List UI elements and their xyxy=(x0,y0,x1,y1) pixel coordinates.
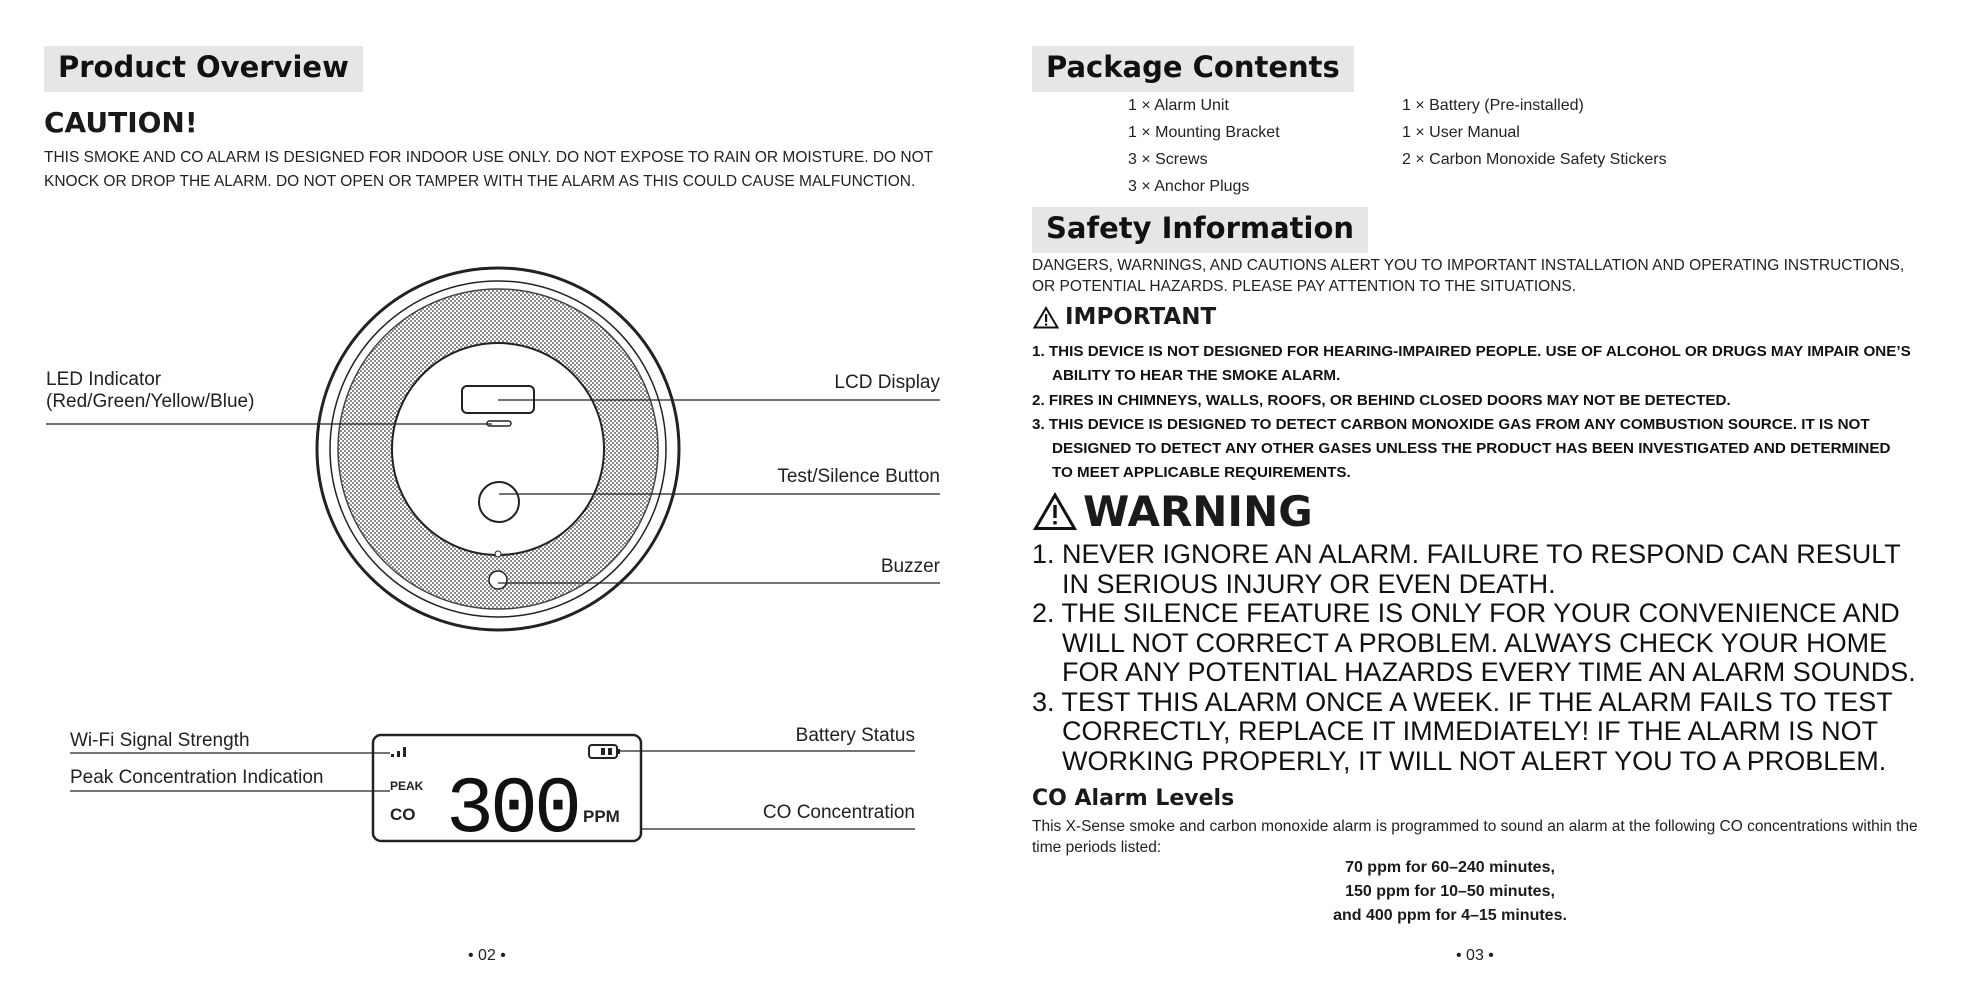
co-alarm-levels-list xyxy=(1260,856,1640,928)
lcd-reading: 300 xyxy=(446,765,579,850)
callout-co-concentration: CO Concentration xyxy=(762,802,915,823)
test-silence-button-shape xyxy=(479,482,519,522)
important-item: 2. FIRES IN CHIMNEYS, WALLS, ROOFS, OR BEHIND CLOSED DOORS MAY NOT BE DETECTED. xyxy=(1032,391,1731,409)
warning-item: 3. TEST THIS ALARM ONCE A WEEK. IF THE ALARM FAILS TO TEST CORRECTLY, REPLACE IT IMMEDIATELY! IF THE ALARM IS NOT WORKING PROPERLY, IT WILL NOT ALERT YOU TO A PROBLEM. xyxy=(1032,686,1893,776)
package-item: 1 × User Manual xyxy=(1402,124,1520,141)
callout-led-indicator xyxy=(46,369,254,413)
safety-intro: DANGERS, WARNINGS, AND CAUTIONS ALERT YOU TO IMPORTANT INSTALLATION AND OPERATING INSTRUCTIONS, OR POTENTIAL HAZARDS. PLEASE PAY ATTENTION TO THE SITUATIONS. xyxy=(1032,257,1905,295)
safety-information-heading: Safety Information xyxy=(1032,207,1368,253)
wifi-icon xyxy=(391,754,394,757)
alarm-face xyxy=(392,343,604,555)
warning-title: WARNING xyxy=(1083,487,1313,536)
package-list-col2 xyxy=(1402,92,1667,173)
co-level-item: 70 ppm for 60–240 minutes, xyxy=(1345,859,1555,876)
buzzer-hole xyxy=(489,571,507,589)
package-item: 1 × Alarm Unit xyxy=(1128,97,1229,114)
warning-triangle-icon xyxy=(1033,492,1077,531)
important-title: IMPORTANT xyxy=(1065,304,1217,330)
warning-item: 1. NEVER IGNORE AN ALARM. FAILURE TO RESPOND CAN RESULT IN SERIOUS INJURY OR EVEN DEATH. xyxy=(1032,539,1901,599)
co-level-item: 150 ppm for 10–50 minutes, xyxy=(1345,883,1555,900)
package-item: 3 × Anchor Plugs xyxy=(1128,178,1250,195)
lcd-co-label: CO xyxy=(390,805,416,824)
co-level-item: and 400 ppm for 4–15 minutes. xyxy=(1333,907,1567,924)
page-number-left: • 02 • xyxy=(468,947,506,964)
callout-led-line2: (Red/Green/Yellow/Blue) xyxy=(46,391,255,412)
lcd-unit: PPM xyxy=(583,807,620,826)
package-contents-heading: Package Contents xyxy=(1032,46,1354,92)
warning-triangle-icon xyxy=(1033,306,1059,329)
package-list-col1 xyxy=(1128,92,1280,200)
callout-buzzer: Buzzer xyxy=(880,556,940,577)
package-item: 3 × Screws xyxy=(1128,151,1208,168)
callout-led-line1: LED Indicator xyxy=(46,369,162,390)
product-overview-heading: Product Overview xyxy=(44,46,363,92)
alarm-diagram xyxy=(0,250,980,640)
caution-title: CAUTION! xyxy=(44,106,198,139)
callout-test-silence-button: Test/Silence Button xyxy=(777,466,940,487)
important-title-row xyxy=(1033,304,1216,330)
important-item: 3. THIS DEVICE IS DESIGNED TO DETECT CARBON MONOXIDE GAS FROM ANY COMBUSTION SOURCE. IT IS NOT DESIGNED TO DETECT ANY OTHER GASES UNLESS THE PRODUCT HAS BEEN INVESTIGATED AND DETERMINED TO MEET APPLICABLE REQUIREMENTS. xyxy=(1032,415,1891,482)
callout-lcd-display: LCD Display xyxy=(834,372,940,393)
co-alarm-levels-text: This X-Sense smoke and carbon monoxide alarm is programmed to sound an alarm at the following CO concentrations within the time periods listed: xyxy=(1032,818,1918,856)
callout-wifi-signal: Wi-Fi Signal Strength xyxy=(70,730,250,751)
package-item: 1 × Battery (Pre-installed) xyxy=(1402,97,1584,114)
callout-peak-indication: Peak Concentration Indication xyxy=(70,767,324,788)
callout-battery-status: Battery Status xyxy=(795,725,915,746)
lcd-peak-label: PEAK xyxy=(390,779,424,793)
warning-list xyxy=(1032,540,1932,776)
important-list xyxy=(1032,340,1912,486)
warning-item: 2. THE SILENCE FEATURE IS ONLY FOR YOUR CONVENIENCE AND WILL NOT CORRECT A PROBLEM. ALWAYS CHECK YOUR HOME FOR ANY POTENTIAL HAZARDS EVERY TIME AN ALARM SOUNDS. xyxy=(1032,598,1916,687)
caution-text: THIS SMOKE AND CO ALARM IS DESIGNED FOR INDOOR USE ONLY. DO NOT EXPOSE TO RAIN OR MOISTURE. DO NOT KNOCK OR DROP THE ALARM. DO NOT OPEN OR TAMPER WITH THE ALARM AS THIS COULD CAUSE MALFUNCTION. xyxy=(44,149,933,190)
important-item: 1. THIS DEVICE IS NOT DESIGNED FOR HEARING-IMPAIRED PEOPLE. USE OF ALCOHOL OR DRUGS MAY IMPAIR ONE’S ABILITY TO HEAR THE SMOKE ALARM. xyxy=(1032,343,1911,385)
package-item: 1 × Mounting Bracket xyxy=(1128,124,1280,141)
warning-title-row xyxy=(1033,487,1313,536)
package-item: 2 × Carbon Monoxide Safety Stickers xyxy=(1402,151,1667,168)
co-alarm-levels-title: CO Alarm Levels xyxy=(1032,786,1235,811)
page-number-right: • 03 • xyxy=(1456,947,1494,964)
